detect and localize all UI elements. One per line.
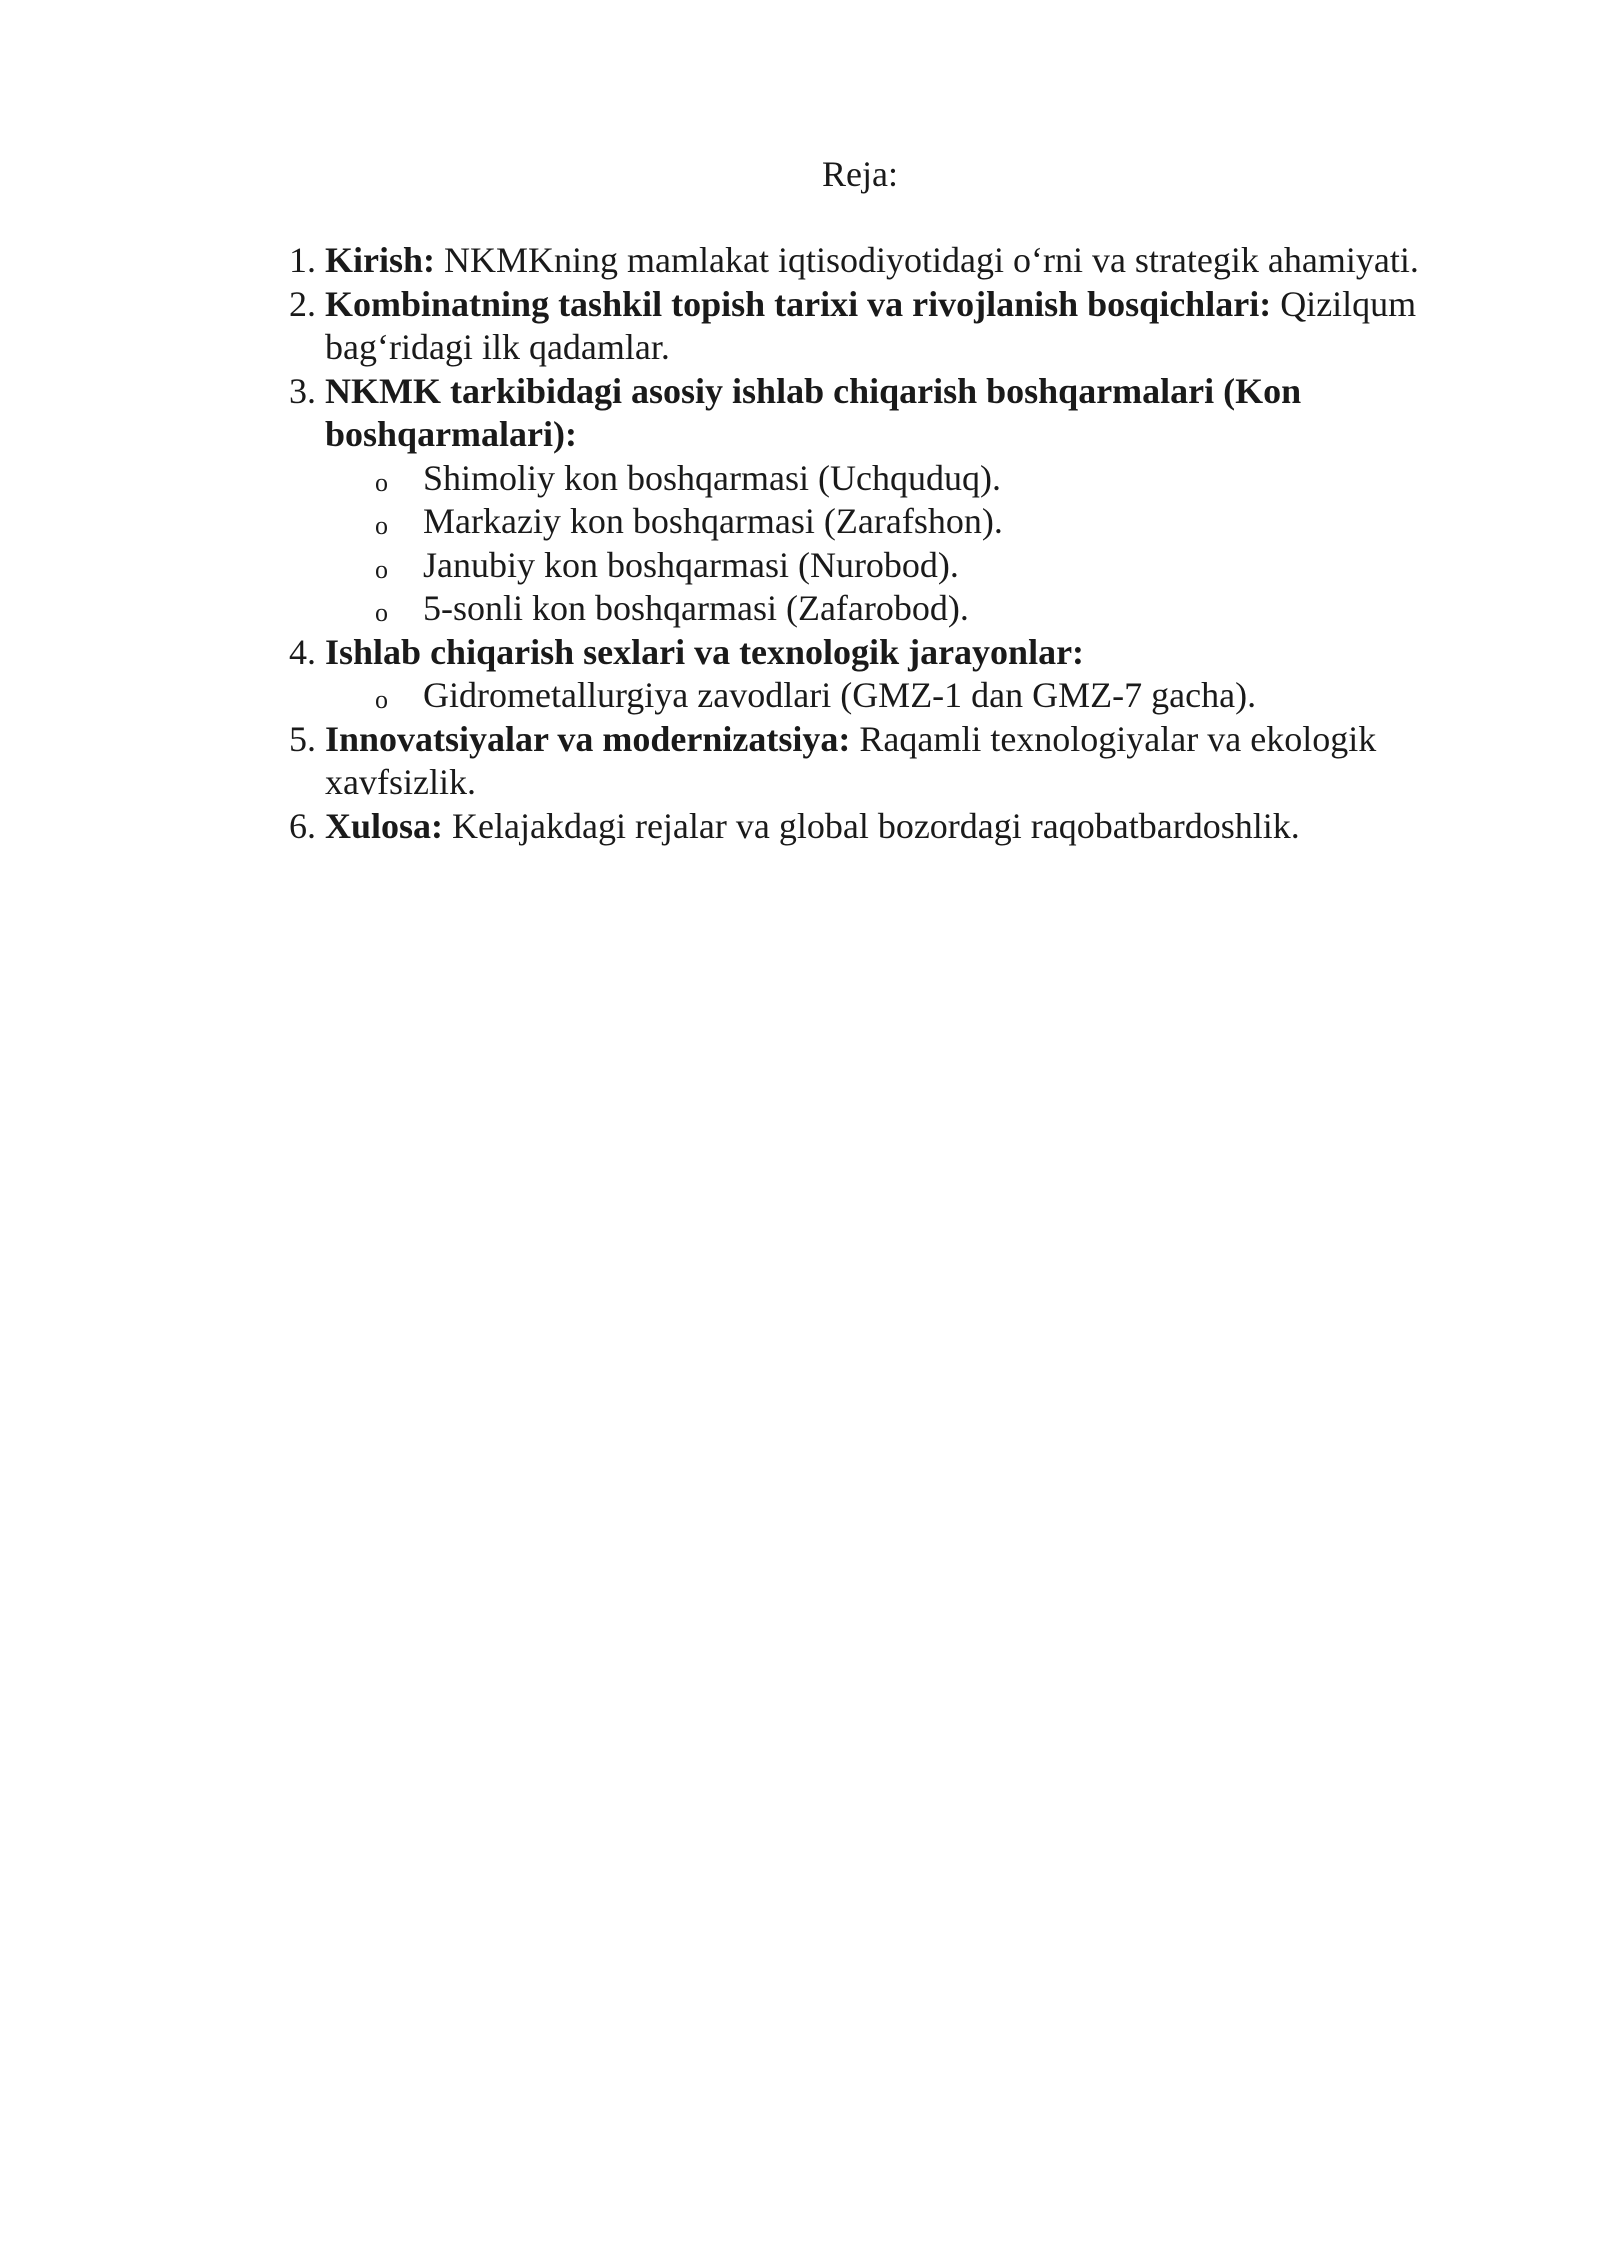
item-text: NKMKning mamlakat iqtisodiyotidagi o‘rni va strategik ahamiyati. bbox=[435, 240, 1419, 280]
outline-item-5 bbox=[289, 718, 1485, 805]
outline-list bbox=[289, 239, 1485, 848]
sub-item-text: Markaziy kon boshqarmasi (Zarafshon). bbox=[423, 501, 1003, 541]
item-text: Qizilqum bag‘ridagi ilk qadamlar. bbox=[325, 283, 1417, 367]
sub-list-item bbox=[325, 500, 1485, 544]
circle-bullet-icon: o bbox=[375, 554, 388, 584]
circle-bullet-icon: o bbox=[375, 511, 388, 540]
circle-bullet-icon: o bbox=[375, 598, 388, 627]
outline-item-6 bbox=[289, 805, 1485, 849]
item-heading: NKMK tarkibidagi asosiy ishlab chiqarish boshqarmalari (Kon boshqarmalari): bbox=[325, 370, 1302, 454]
item-heading: Xulosa: bbox=[325, 805, 444, 846]
item-number: 2. bbox=[289, 283, 316, 324]
item-number: 6. bbox=[289, 805, 316, 846]
circle-bullet-icon: o bbox=[375, 685, 388, 714]
sub-list bbox=[325, 674, 1485, 718]
item-heading: Ishlab chiqarish sexlari va texnologik jarayonlar: bbox=[325, 631, 1085, 672]
sub-item-text: 5-sonli kon boshqarmasi (Zafarobod). bbox=[423, 588, 969, 628]
item-text: Kelajakdagi rejalar va global bozordagi raqobatbardoshlik. bbox=[443, 805, 1300, 846]
item-number: 1. bbox=[289, 240, 316, 280]
outline-item-4 bbox=[289, 631, 1485, 718]
sub-item-text: Janubiy kon boshqarmasi (Nurobod). bbox=[423, 544, 959, 585]
sub-list-item bbox=[325, 544, 1485, 588]
sub-list-item bbox=[325, 674, 1485, 718]
item-heading: Kombinatning tashkil topish tarixi va rivojlanish bosqichlari: bbox=[325, 283, 1272, 324]
item-text: Raqamli texnologiyalar va ekologik xavfsizlik. bbox=[325, 718, 1377, 802]
sub-item-text: Shimoliy kon boshqarmasi (Uchquduq). bbox=[423, 457, 1001, 498]
outline-item-3 bbox=[289, 370, 1485, 631]
sub-list-item bbox=[325, 587, 1485, 631]
item-number: 4. bbox=[289, 631, 316, 672]
item-heading: Kirish: bbox=[325, 240, 436, 280]
page-title: Reja: bbox=[822, 154, 898, 194]
item-number: 5. bbox=[289, 718, 316, 759]
sub-list-item bbox=[325, 457, 1485, 501]
item-heading: Innovatsiyalar va modernizatsiya: bbox=[325, 718, 851, 759]
item-number: 3. bbox=[289, 370, 316, 411]
outline-item-1 bbox=[289, 239, 1485, 283]
sub-item-text: Gidrometallurgiya zavodlari (GMZ-1 dan GMZ-7 gacha). bbox=[423, 675, 1257, 715]
circle-bullet-icon: o bbox=[375, 467, 388, 497]
sub-list bbox=[325, 457, 1485, 631]
outline-item-2 bbox=[289, 283, 1485, 370]
